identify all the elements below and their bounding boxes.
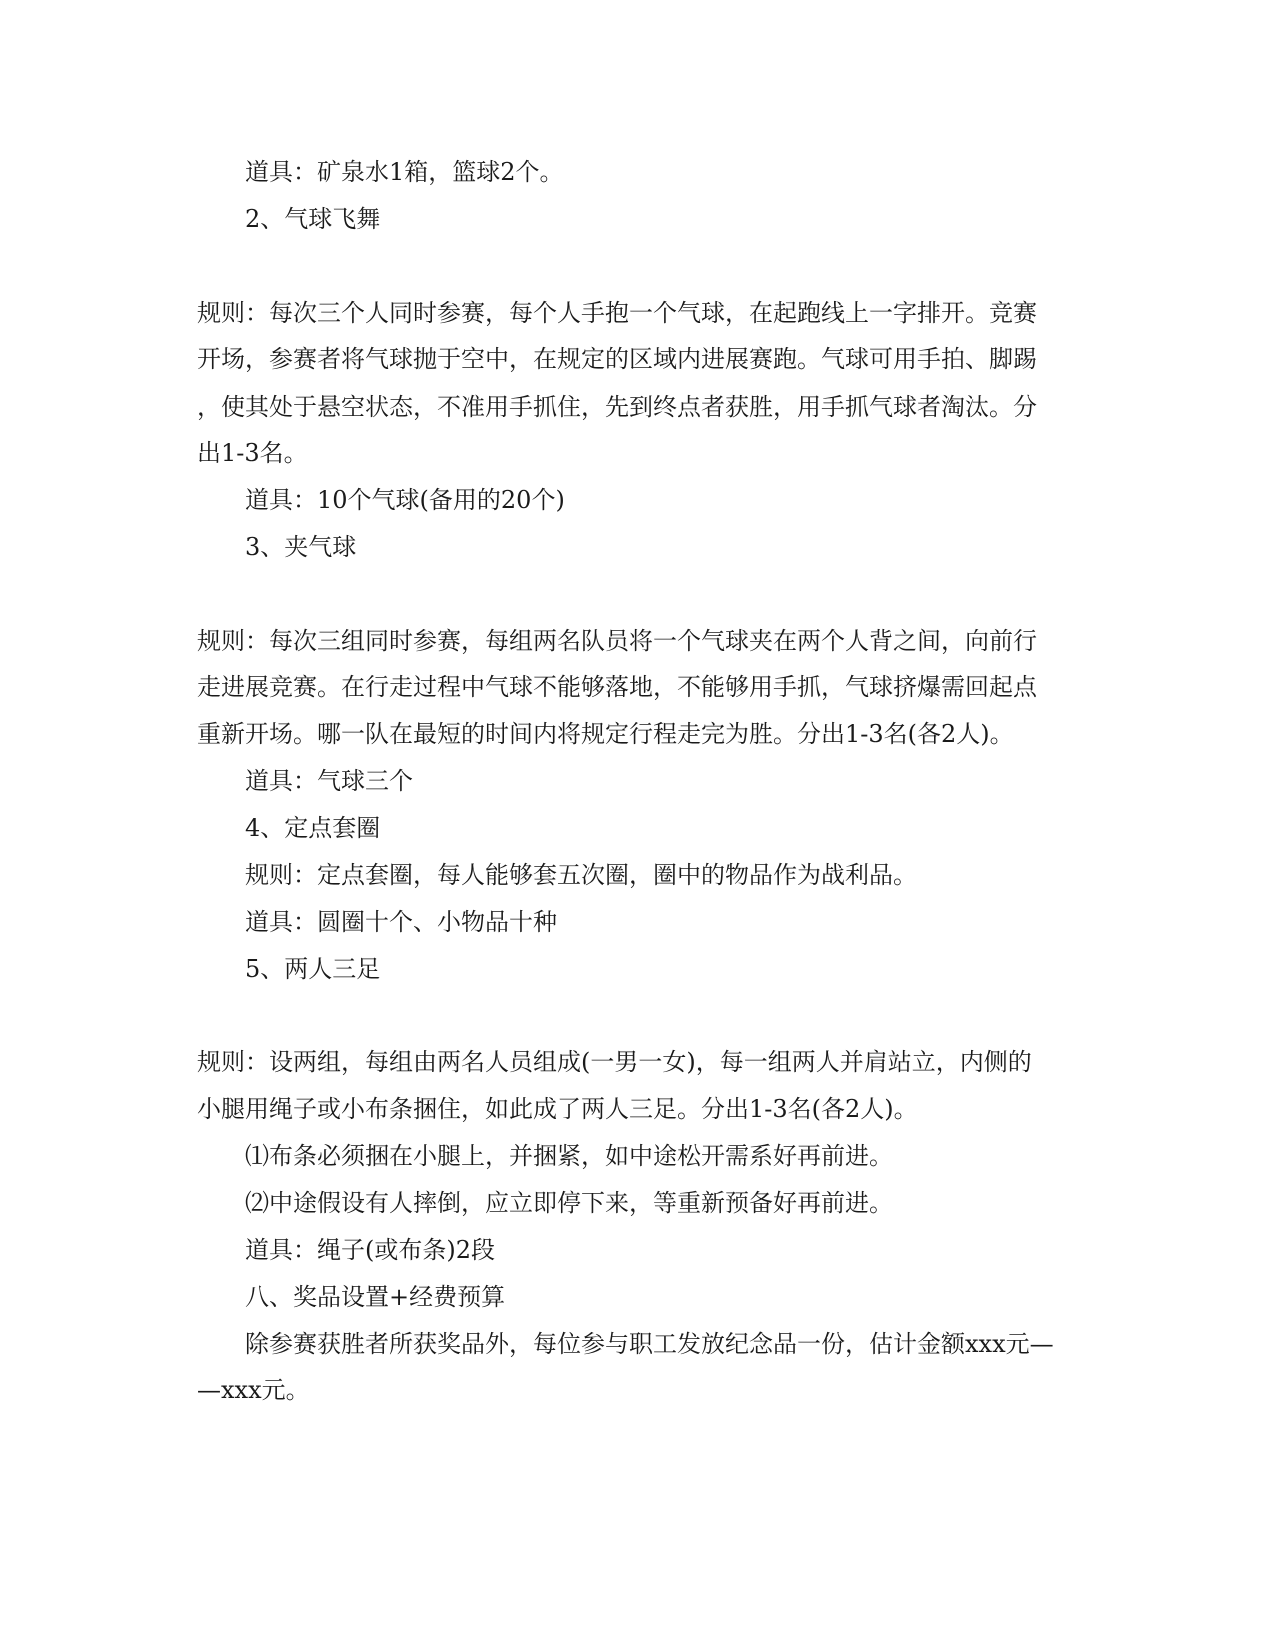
props-line-3: 道具：气球三个 [245,767,413,795]
section-heading-ring-toss: 4、定点套圈 [245,814,381,842]
numbered-note: ⑵中途假设有人摔倒，应立即停下来，等重新预备好再前进。 [245,1189,893,1217]
section-heading-prizes-budget: 八、奖品设置+经费预算 [245,1283,506,1311]
rule-line: 重新开场。哪一队在最短的时间内将规定行程走完为胜。分出1-3名(各2人)。 [197,720,1014,748]
rule-line: ，使其处于悬空状态，不准用手抓住，先到终点者获胜，用手抓气球者淘汰。分 [197,393,1037,421]
rule-line: 出1-3名。 [197,439,308,467]
rule-line: 开场，参赛者将气球抛于空中，在规定的区域内进展赛跑。气球可用手拍、脚踢 [197,345,1037,373]
props-line-1: 道具：矿泉水1箱，篮球2个。 [245,158,564,186]
rule-line: 规则：每次三个人同时参赛，每个人手抱一个气球，在起跑线上一字排开。竞赛 [197,299,1037,327]
section-heading-clip-balloon: 3、夹气球 [245,533,357,561]
rule-line: 小腿用绳子或小布条捆住，如此成了两人三足。分出1-3名(各2人)。 [197,1095,918,1123]
budget-paragraph: —xxx元。 [197,1376,310,1404]
rule-line: 规则：定点套圈，每人能够套五次圈，圈中的物品作为战利品。 [245,861,917,889]
rule-line: 走进展竞赛。在行走过程中气球不能够落地，不能够用手抓，气球挤爆需回起点 [197,673,1037,701]
section-heading-three-legged: 5、两人三足 [245,955,381,983]
props-line-4: 道具：圆圈十个、小物品十种 [245,908,557,936]
rule-line: 规则：每次三组同时参赛，每组两名队员将一个气球夹在两个人背之间，向前行 [197,627,1037,655]
props-line-2: 道具：10个气球(备用的20个) [245,486,565,514]
props-line-5: 道具：绳子(或布条)2段 [245,1236,495,1264]
section-heading-balloon-dance: 2、气球飞舞 [245,205,381,233]
rule-line: 规则：设两组，每组由两名人员组成(一男一女)，每一组两人并肩站立，内侧的 [197,1048,1032,1076]
numbered-note: ⑴布条必须捆在小腿上，并捆紧，如中途松开需系好再前进。 [245,1142,893,1170]
budget-paragraph: 除参赛获胜者所获奖品外，每位参与职工发放纪念品一份，估计金额xxx元— [245,1330,1054,1358]
